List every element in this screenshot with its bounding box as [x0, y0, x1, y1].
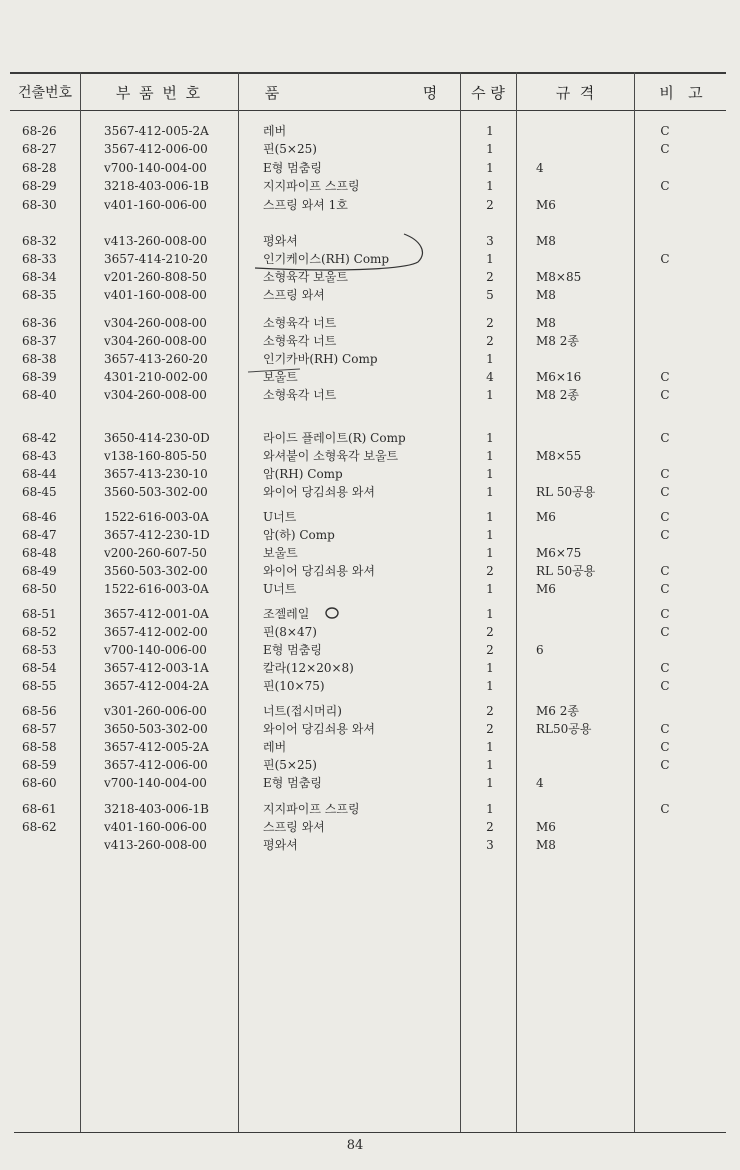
item-number: 68-56 [22, 704, 57, 718]
part-number: 4301-210-002-00 [104, 370, 208, 384]
part-name: 스프링 와셔 [263, 288, 325, 302]
quantity: 1 [486, 388, 494, 402]
hand-drawn-circle [326, 608, 338, 618]
specification: M8 [536, 288, 556, 302]
quantity: 1 [486, 802, 494, 816]
page-number: 84 [346, 1138, 364, 1153]
note: C [660, 661, 670, 675]
part-number: 3650-503-302-00 [104, 722, 208, 736]
part-name: E형 멈춤링 [263, 643, 322, 657]
part-number: v700-140-004-00 [104, 161, 207, 175]
item-number: 68-61 [22, 802, 57, 816]
specification: M6 [536, 582, 556, 596]
part-number: v304-260-008-00 [104, 388, 207, 402]
note: C [660, 510, 670, 524]
item-number: 68-50 [22, 582, 57, 596]
specification: M6 [536, 198, 556, 212]
part-number: 3567-412-006-00 [104, 142, 208, 156]
quantity: 1 [486, 142, 494, 156]
part-number: 1522-616-003-0A [104, 510, 209, 524]
quantity: 2 [486, 198, 494, 212]
note: C [660, 124, 670, 138]
note: C [660, 582, 670, 596]
quantity: 1 [486, 528, 494, 542]
part-number: v413-260-008-00 [104, 838, 207, 852]
part-name: 레버 [263, 124, 287, 138]
quantity: 1 [486, 758, 494, 772]
item-number: 68-53 [22, 643, 57, 657]
part-number: 3560-503-302-00 [104, 564, 208, 578]
quantity: 1 [486, 449, 494, 463]
part-name: E형 멈춤링 [263, 161, 322, 175]
note: C [660, 607, 670, 621]
part-name: 칼라(12×20×8) [263, 661, 354, 675]
part-name: 라이드 플레이트(R) Comp [263, 431, 406, 445]
part-name: 소형육각 보울트 [263, 270, 348, 284]
quantity: 1 [486, 661, 494, 675]
item-number: 68-59 [22, 758, 57, 772]
part-name: 핀(8×47) [263, 625, 317, 639]
item-number: 68-38 [22, 352, 57, 366]
header-part-number: 부 품 번 호 [115, 84, 203, 102]
quantity: 2 [486, 564, 494, 578]
quantity: 1 [486, 467, 494, 481]
specification: RL 50공용 [536, 485, 596, 499]
part-name: 스프링 와셔 1호 [263, 198, 348, 212]
part-number: 3218-403-006-1B [104, 802, 209, 816]
specification: M6×75 [536, 546, 582, 560]
item-number: 68-48 [22, 546, 57, 560]
quantity: 2 [486, 334, 494, 348]
part-number: 1522-616-003-0A [104, 582, 209, 596]
part-name: 지지파이프 스프링 [263, 179, 360, 193]
item-number: 68-49 [22, 564, 57, 578]
part-name: U너트 [263, 582, 297, 596]
part-number: v200-260-607-50 [104, 546, 207, 560]
specification: M6×16 [536, 370, 582, 384]
note: C [660, 679, 670, 693]
part-name: 평와셔 [263, 838, 298, 852]
part-name: 조젤레일 [263, 607, 310, 621]
item-number: 68-37 [22, 334, 57, 348]
note: C [660, 179, 670, 193]
header-no: 건출번호 [17, 85, 73, 101]
part-name: 핀(10×75) [263, 679, 325, 693]
specification: RL 50공용 [536, 564, 596, 578]
quantity: 1 [486, 161, 494, 175]
quantity: 1 [486, 679, 494, 693]
part-number: 3657-413-230-10 [104, 467, 208, 481]
part-number: v700-140-004-00 [104, 776, 207, 790]
part-name: 암(하) Comp [263, 528, 335, 542]
quantity: 4 [486, 370, 494, 384]
quantity: 3 [486, 234, 494, 248]
item-number: 68-27 [22, 142, 57, 156]
part-name: 평와셔 [263, 234, 298, 248]
note: C [660, 758, 670, 772]
part-number: 3657-412-002-00 [104, 625, 208, 639]
item-number: 68-40 [22, 388, 57, 402]
part-name: 핀(5×25) [263, 142, 317, 156]
specification: 6 [536, 643, 544, 657]
part-number: v700-140-006-00 [104, 643, 207, 657]
part-number: v413-260-008-00 [104, 234, 207, 248]
item-number: 68-35 [22, 288, 57, 302]
note: C [660, 528, 670, 542]
item-number: 68-29 [22, 179, 57, 193]
item-number: 68-44 [22, 467, 57, 481]
part-name: 핀(5×25) [263, 758, 317, 772]
quantity: 2 [486, 316, 494, 330]
specification: 4 [536, 161, 544, 175]
part-number: v201-260-808-50 [104, 270, 207, 284]
quantity: 2 [486, 722, 494, 736]
part-name: 소형육각 너트 [263, 388, 337, 402]
specification: M8×85 [536, 270, 582, 284]
specification: M8 2종 [536, 334, 579, 348]
note: C [660, 388, 670, 402]
part-number: 3657-414-210-20 [104, 252, 208, 266]
item-number: 68-30 [22, 198, 57, 212]
part-number: v304-260-008-00 [104, 316, 207, 330]
quantity: 1 [486, 740, 494, 754]
item-number: 68-46 [22, 510, 57, 524]
hand-drawn-underline [248, 369, 300, 372]
part-name: 보울트 [263, 370, 298, 384]
part-name: 와이어 당김쇠용 와셔 [263, 564, 375, 578]
part-number: 3657-412-003-1A [104, 661, 209, 675]
quantity: 1 [486, 546, 494, 560]
header-name-first: 품 [264, 84, 280, 102]
item-number: 68-33 [22, 252, 57, 266]
part-name: 와셔붙이 소형육각 보울트 [263, 449, 399, 463]
item-number: 68-51 [22, 607, 57, 621]
part-number: 3657-413-260-20 [104, 352, 208, 366]
note: C [660, 370, 670, 384]
note: C [660, 802, 670, 816]
specification: M6 2종 [536, 704, 579, 718]
part-name: 레버 [263, 740, 287, 754]
quantity: 1 [486, 510, 494, 524]
part-name: 소형육각 너트 [263, 334, 337, 348]
header-name-second: 명 [422, 84, 438, 102]
part-number: 3650-414-230-0D [104, 431, 210, 445]
note: C [660, 431, 670, 445]
quantity: 2 [486, 820, 494, 834]
note: C [660, 740, 670, 754]
item-number: 68-28 [22, 161, 57, 175]
part-number: 3657-412-005-2A [104, 740, 209, 754]
part-name: 인기케이스(RH) Comp [263, 252, 390, 266]
part-name: E형 멈춤링 [263, 776, 322, 790]
item-number: 68-62 [22, 820, 57, 834]
part-number: v401-160-008-00 [104, 288, 207, 302]
item-number: 68-54 [22, 661, 57, 675]
quantity: 2 [486, 270, 494, 284]
part-name: 와이어 당김쇠용 와셔 [263, 485, 375, 499]
part-number: 3657-412-001-0A [104, 607, 209, 621]
header-note: 비 고 [659, 84, 703, 102]
item-number: 68-43 [22, 449, 57, 463]
quantity: 2 [486, 704, 494, 718]
note: C [660, 142, 670, 156]
note: C [660, 467, 670, 481]
quantity: 2 [486, 643, 494, 657]
note: C [660, 485, 670, 499]
part-number: 3657-412-230-1D [104, 528, 210, 542]
item-number: 68-60 [22, 776, 57, 790]
part-name: U너트 [263, 510, 297, 524]
quantity: 2 [486, 625, 494, 639]
item-number: 68-58 [22, 740, 57, 754]
part-number: v301-260-006-00 [104, 704, 207, 718]
quantity: 1 [486, 485, 494, 499]
item-number: 68-26 [22, 124, 57, 138]
specification: 4 [536, 776, 544, 790]
specification: M8 [536, 316, 556, 330]
part-number: 3560-503-302-00 [104, 485, 208, 499]
part-name: 와이어 당김쇠용 와셔 [263, 722, 375, 736]
note: C [660, 252, 670, 266]
part-number: 3567-412-005-2A [104, 124, 209, 138]
quantity: 1 [486, 776, 494, 790]
part-name: 너트(접시머리) [263, 704, 342, 718]
quantity: 1 [486, 431, 494, 445]
part-name: 스프링 와셔 [263, 820, 325, 834]
part-name: 암(RH) Comp [263, 467, 343, 481]
item-number: 68-39 [22, 370, 57, 384]
specification: M8 [536, 838, 556, 852]
note: C [660, 564, 670, 578]
item-number: 68-32 [22, 234, 57, 248]
item-number: 68-52 [22, 625, 57, 639]
quantity: 1 [486, 582, 494, 596]
part-number: v401-160-006-00 [104, 820, 207, 834]
specification: M8 2종 [536, 388, 579, 402]
specification: M6 [536, 820, 556, 834]
quantity: 1 [486, 124, 494, 138]
specification: M6 [536, 510, 556, 524]
part-number: 3657-412-004-2A [104, 679, 209, 693]
part-name: 지지파이프 스프링 [263, 802, 360, 816]
part-name: 소형육각 너트 [263, 316, 337, 330]
header-quantity: 수 량 [471, 84, 505, 102]
item-number: 68-47 [22, 528, 57, 542]
quantity: 1 [486, 252, 494, 266]
specification: RL50공용 [536, 722, 592, 736]
note: C [660, 625, 670, 639]
header-spec: 규 격 [555, 84, 595, 102]
hand-drawn-arc [255, 234, 422, 270]
part-name: 인기카바(RH) Comp [263, 352, 378, 366]
specification: M8 [536, 234, 556, 248]
item-number: 68-55 [22, 679, 57, 693]
item-number: 68-57 [22, 722, 57, 736]
quantity: 1 [486, 352, 494, 366]
part-number: v304-260-008-00 [104, 334, 207, 348]
note: C [660, 722, 670, 736]
item-number: 68-45 [22, 485, 57, 499]
part-number: 3218-403-006-1B [104, 179, 209, 193]
part-name: 보울트 [263, 546, 298, 560]
specification: M8×55 [536, 449, 582, 463]
quantity: 1 [486, 179, 494, 193]
part-number: 3657-412-006-00 [104, 758, 208, 772]
part-number: v138-160-805-50 [104, 449, 207, 463]
item-number: 68-34 [22, 270, 57, 284]
item-number: 68-42 [22, 431, 57, 445]
quantity: 1 [486, 607, 494, 621]
quantity: 5 [486, 288, 494, 302]
part-number: v401-160-006-00 [104, 198, 207, 212]
quantity: 3 [486, 838, 494, 852]
item-number: 68-36 [22, 316, 57, 330]
